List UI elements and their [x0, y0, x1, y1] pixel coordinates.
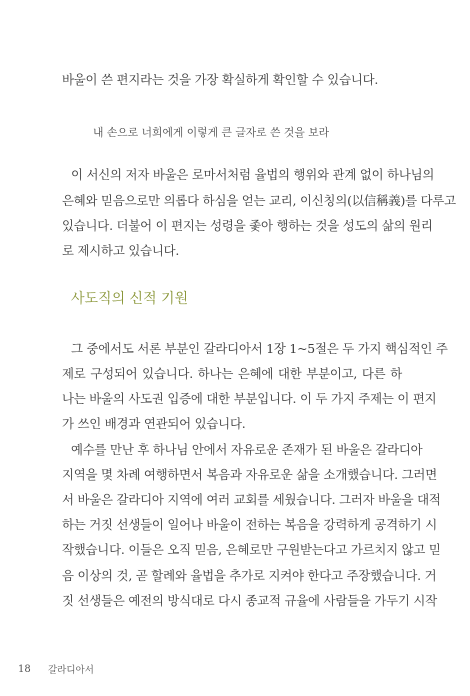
running-footer-title: 갈라디아서	[48, 665, 94, 676]
paragraph-line: 가 쓰인 배경과 연관되어 있습니다.	[62, 416, 246, 431]
paragraph-line: 하는 거짓 선생들이 일어나 바울이 전하는 복음을 강력하게 공격하기 시	[62, 517, 437, 532]
paragraph-line: 이 서신의 저자 바울은 로마서처럼 율법의 행위와 관계 없이 하나님의	[71, 167, 435, 182]
paragraph-line: 그 중에서도 서론 부분인 갈라디아서 1장 1~5절은 두 가지 핵심적인 주	[71, 341, 448, 356]
paragraph-line: 짓 선생들은 예전의 방식대로 다시 종교적 규율에 사람들을 가두기 시작	[62, 593, 437, 608]
intro-line: 바울이 쓴 편지라는 것을 가장 확실하게 확인할 수 있습니다.	[62, 72, 379, 87]
paragraph-line: 지역을 몇 차례 여행하면서 복음과 자유로운 삶을 소개했습니다. 그러면	[62, 467, 437, 482]
paragraph-line: 제로 구성되어 있습니다. 하나는 은혜에 대한 부분이고, 다른 하	[62, 366, 402, 381]
paragraph-line: 은혜와 믿음으로만 의롭다 하심을 얻는 교리, 이신칭의(以信稱義)를 다루고	[62, 193, 456, 208]
paragraph-line: 작했습니다. 이들은 오직 믿음, 은혜로만 구원받는다고 가르치지 않고 믿	[62, 542, 441, 557]
paragraph-line: 로 제시하고 있습니다.	[62, 243, 180, 258]
paragraph-line: 나는 바울의 사도권 입증에 대한 부분입니다. 이 두 가지 주제는 이 편지	[62, 391, 437, 406]
section-heading: 사도직의 신적 기원	[71, 291, 189, 307]
page-number: 18	[18, 664, 31, 675]
scripture-quote: 내 손으로 너희에게 이렇게 큰 글자로 쓴 것을 보라	[93, 126, 330, 139]
paragraph-line: 있습니다. 더불어 이 편지는 성령을 좇아 행하는 것을 성도의 삶의 원리	[62, 218, 433, 233]
paragraph-line: 서 바울은 갈라디아 지역에 여러 교회를 세웠습니다. 그러자 바울을 대적	[62, 492, 441, 507]
paragraph-line: 음 이상의 것, 곧 할례와 율법을 추가로 지켜야 한다고 주장했습니다. 거	[62, 568, 437, 583]
paragraph-line: 예수를 만난 후 하나님 안에서 자유로운 존재가 된 바울은 갈라디아	[71, 442, 423, 457]
